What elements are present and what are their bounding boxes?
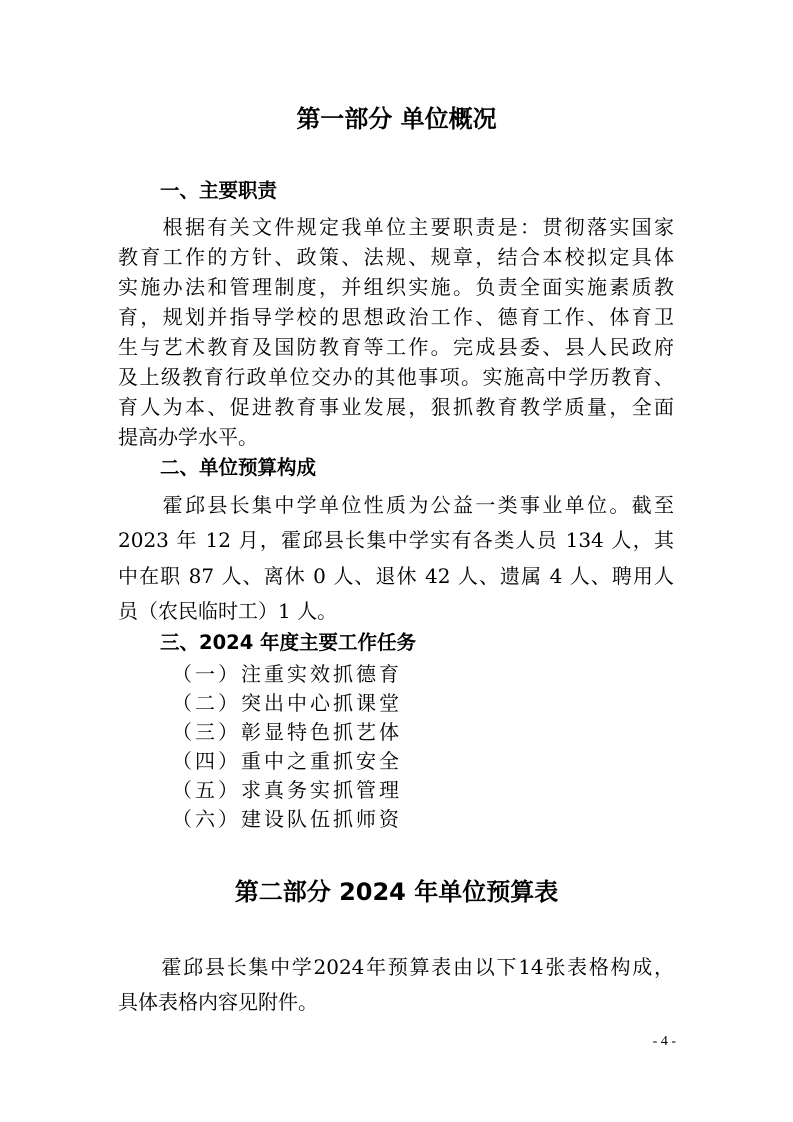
section2-line: 霍邱县长集中学单位性质为公益一类事业单位。截至 <box>118 493 674 517</box>
task-item: （五）求真务实抓管理 <box>172 778 402 802</box>
section1-line: 育，规划并指导学校的思想政治工作、德育工作、体育卫 <box>118 305 674 329</box>
section1-heading: 一、主要职责 <box>160 179 278 202</box>
section1-line: 提高办学水平。 <box>118 425 258 449</box>
task-item: （四）重中之重抓安全 <box>172 749 402 773</box>
section1-line: 育人为本、促进教育事业发展，狠抓教育教学质量，全面 <box>118 395 674 419</box>
part2-line: 具体表格内容见附件。 <box>118 990 318 1014</box>
section2-line: 中在职 87 人、离休 0 人、退休 42 人、遗属 4 人、聘用人 <box>118 564 674 588</box>
section1-line: 教育工作的方针、政策、法规、规章，结合本校拟定具体 <box>118 245 674 269</box>
task-item: （二）突出中心抓课堂 <box>172 691 402 715</box>
section1-line: 生与艺术教育及国防教育等工作。完成县委、县人民政府 <box>118 335 674 359</box>
section2-heading: 二、单位预算构成 <box>160 456 317 479</box>
section2-line: 员（农民临时工）1 人。 <box>118 599 338 623</box>
section1-line: 根据有关文件规定我单位主要职责是：贯彻落实国家 <box>118 215 674 239</box>
section1-line: 及上级教育行政单位交办的其他事项。实施高中学历教育、 <box>118 365 674 389</box>
section3-heading: 三、2024 年度主要工作任务 <box>160 631 417 654</box>
task-item: （三）彰显特色抓艺体 <box>172 720 402 744</box>
part2-title: 第二部分 2024 年单位预算表 <box>234 878 559 906</box>
task-item: （六）建设队伍抓师资 <box>172 807 402 831</box>
page-number: - 4 - <box>652 1034 676 1049</box>
part1-title: 第一部分 单位概况 <box>296 105 497 133</box>
section2-line: 2023 年 12 月，霍邱县长集中学实有各类人员 134 人，其 <box>118 528 674 552</box>
section1-line: 实施办法和管理制度，并组织实施。负责全面实施素质教 <box>118 275 674 299</box>
task-item: （一）注重实效抓德育 <box>172 662 402 686</box>
part2-line: 霍邱县长集中学2024年预算表由以下14张表格构成， <box>118 955 674 979</box>
